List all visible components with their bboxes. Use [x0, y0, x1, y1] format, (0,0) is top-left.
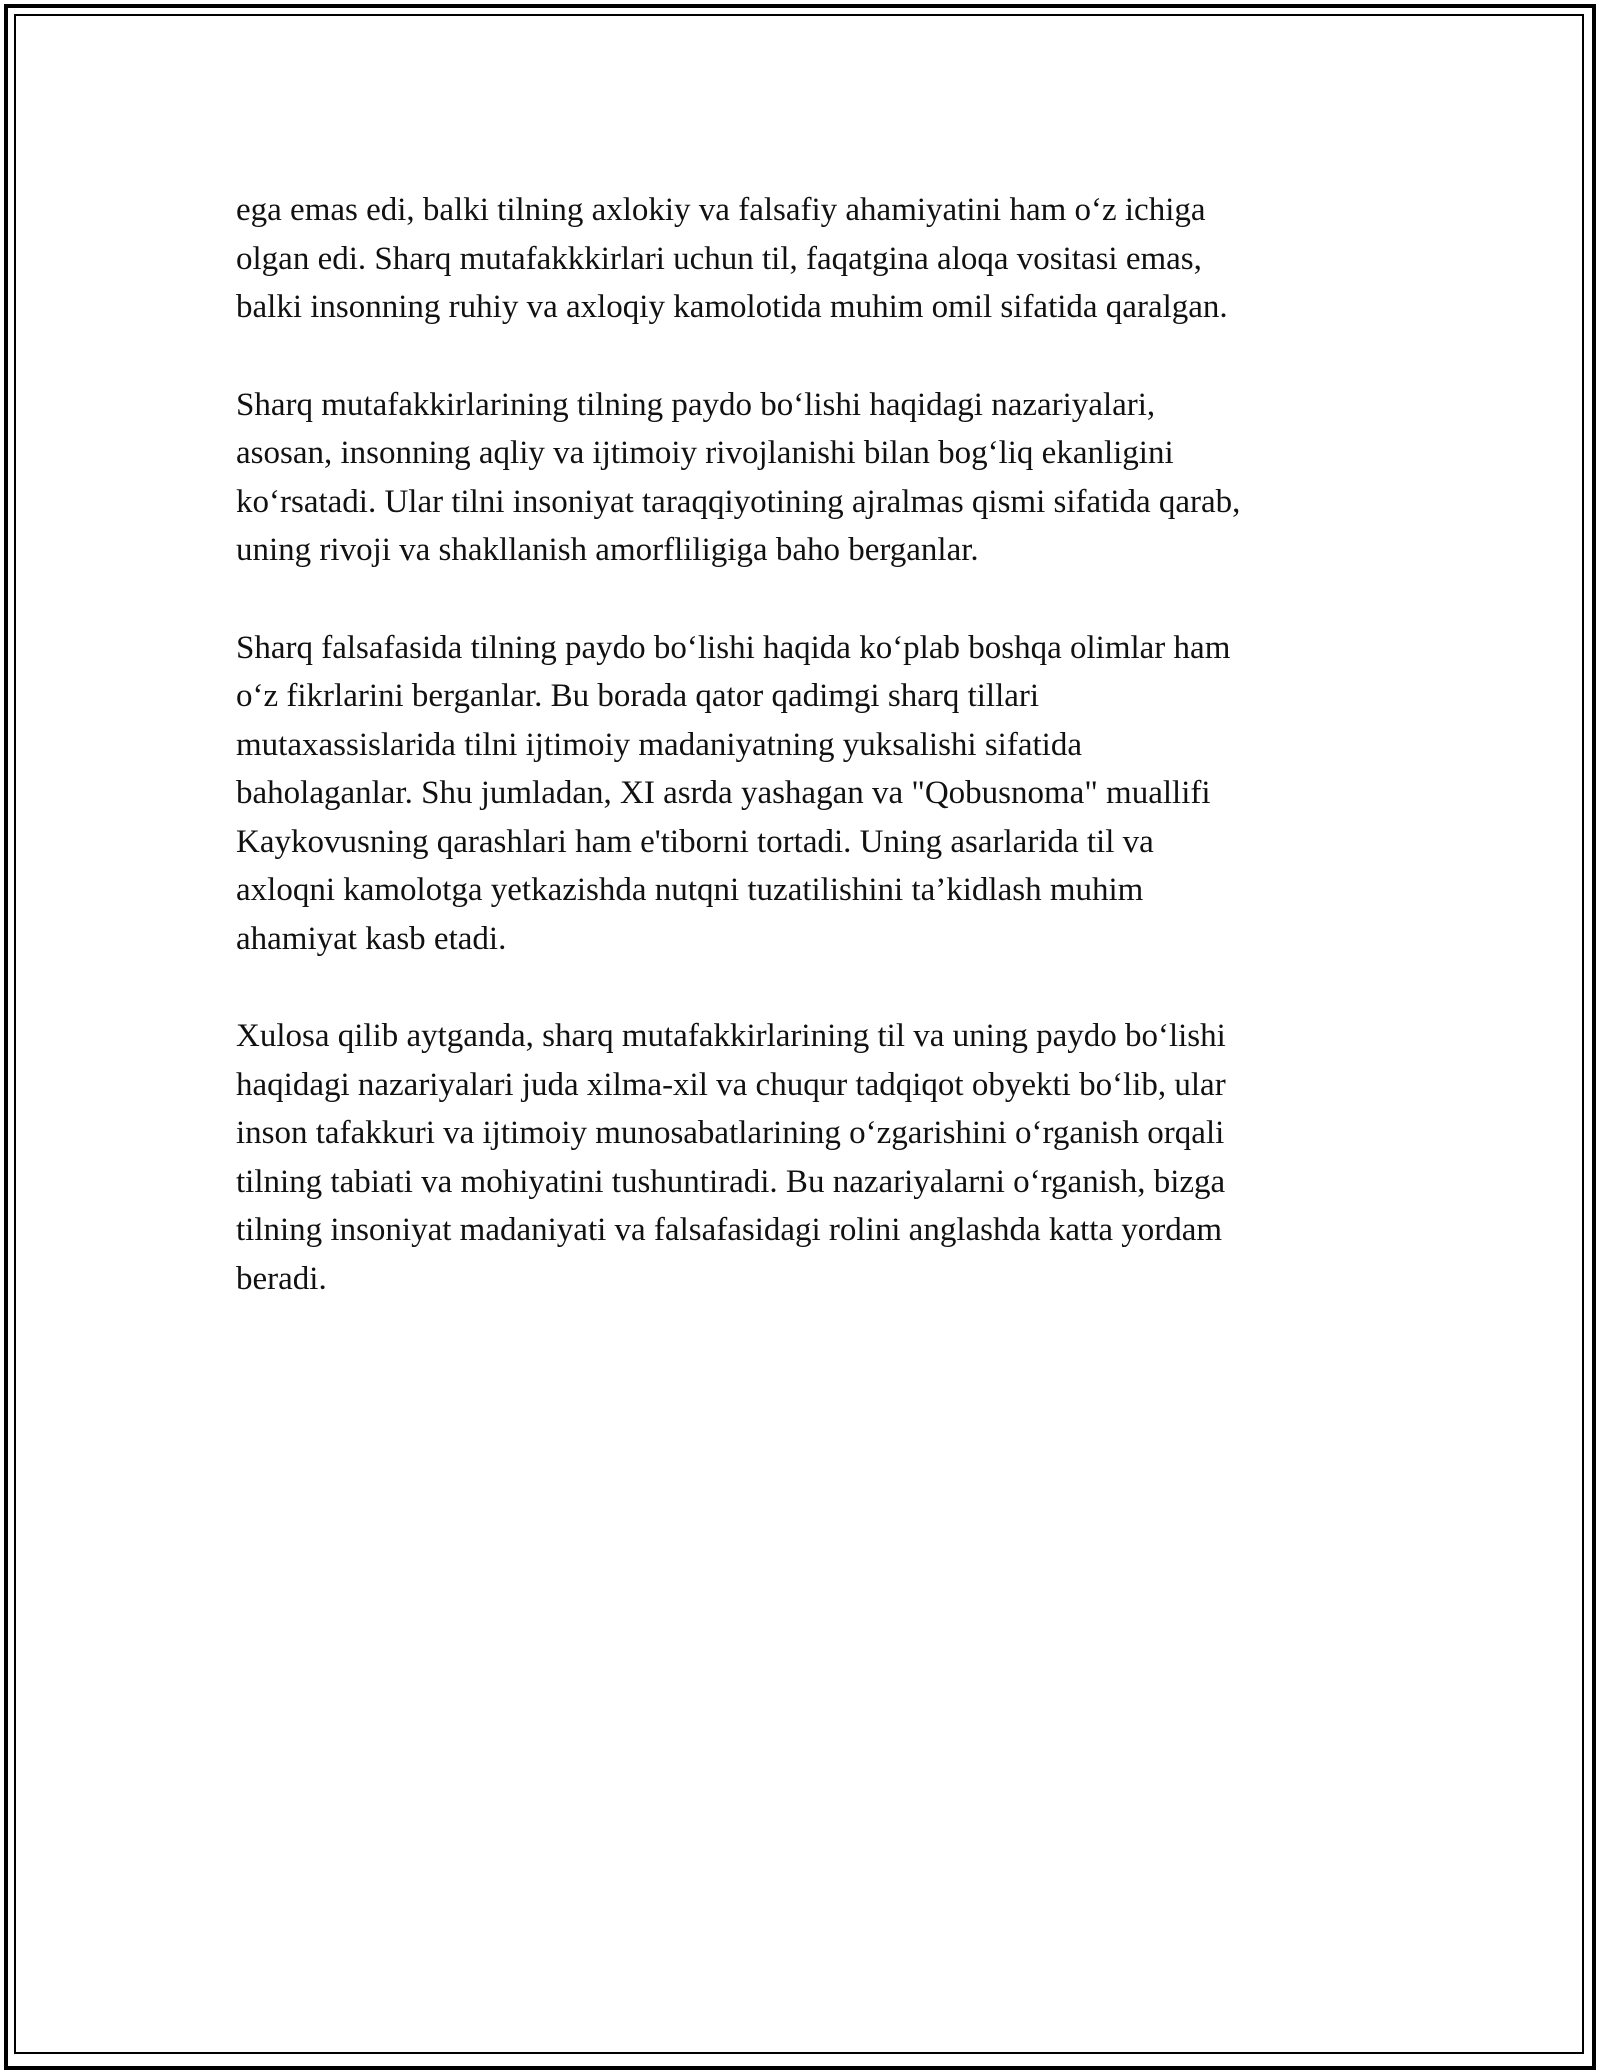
document-body — [236, 186, 1376, 1352]
text-line: balki insonning ruhiy va axloqiy kamolotida muhim omil sifatida qaralgan. — [236, 289, 1228, 325]
paragraph-3 — [236, 624, 1376, 964]
text-line: Sharq falsafasida tilning paydo bo‘lishi haqida ko‘plab boshqa olimlar ham — [236, 629, 1231, 666]
text-line: tilning tabiati va mohiyatini tushuntiradi. Bu nazariyalarni o‘rganish, bizga — [236, 1163, 1226, 1200]
paragraph-2 — [236, 381, 1376, 575]
text-line: beradi. — [236, 1260, 327, 1297]
text-line: ega emas edi, balki tilning axlokiy va falsafiy ahamiyatini ham o‘z ichiga — [236, 192, 1206, 228]
text-line: Sharq mutafakkirlarining tilning paydo bo‘lishi haqidagi nazariyalari, — [236, 386, 1156, 423]
text-line: mutaxassislarida tilni ijtimoiy madaniyatning yuksalishi sifatida — [236, 726, 1082, 763]
text-line: ko‘rsatadi. Ular tilni insoniyat taraqqiyotining ajralmas qismi sifatida qarab, — [236, 483, 1241, 520]
text-line: inson tafakkuri va ijtimoiy munosabatlarining o‘zgarishini o‘rganish orqali — [236, 1115, 1225, 1151]
text-line: o‘z fikrlarini berganlar. Bu borada qator qadimgi sharq tillari — [236, 678, 1040, 714]
text-line: haqidagi nazariyalari juda xilma-xil va chuqur tadqiqot obyekti bo‘lib, ular — [236, 1066, 1226, 1103]
text-line: tilning insoniyat madaniyati va falsafasidagi rolini anglashda katta yordam — [236, 1212, 1223, 1248]
text-line: ahamiyat kasb etadi. — [236, 920, 507, 957]
text-line: Xulosa qilib aytganda, sharq mutafakkirlarining til va uning paydo bo‘lishi — [236, 1018, 1226, 1054]
text-line: olgan edi. Sharq mutafakkkirlari uchun til, faqatgina aloqa vositasi emas, — [236, 240, 1202, 277]
paragraph-4 — [236, 1012, 1376, 1303]
text-line: baholaganlar. Shu jumladan, XI asrda yashagan va "Qobusnoma" muallifi — [236, 775, 1211, 811]
text-line: Kaykovusning qarashlari ham e'tiborni tortadi. Uning asarlarida til va — [236, 823, 1154, 860]
paragraph-1 — [236, 186, 1376, 332]
text-line: uning rivoji va shakllanish amorfliligiga baho berganlar. — [236, 532, 979, 568]
text-line: asosan, insonning aqliy va ijtimoiy rivojlanishi bilan bog‘liq ekanligini — [236, 435, 1174, 471]
text-line: axloqni kamolotga yetkazishda nutqni tuzatilishini ta’kidlash muhim — [236, 872, 1144, 908]
